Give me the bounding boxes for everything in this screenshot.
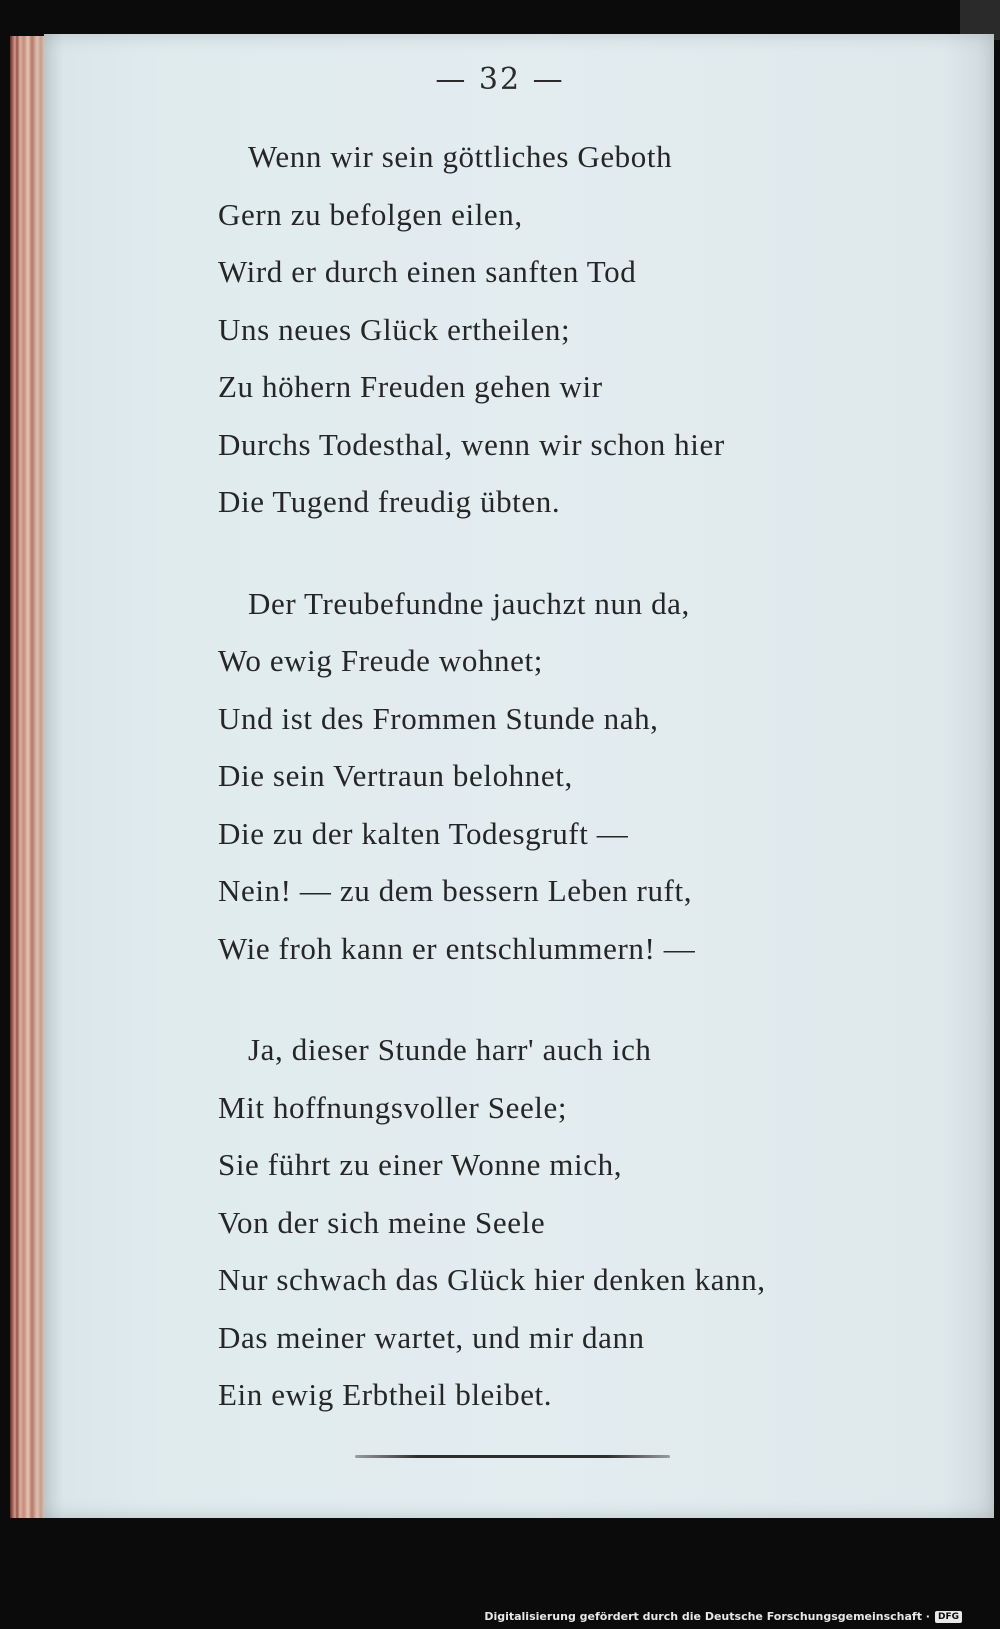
poem-line: Ja, dieser Stunde harr' auch ich [248,1032,652,1067]
poem-line: Die sein Vertraun belohnet, [218,758,573,793]
end-rule [355,1455,670,1458]
poem-line: Wird er durch einen sanften Tod [218,254,637,289]
poem-line: Von der sich meine Seele [218,1204,546,1240]
poem-line: Zu höhern Freuden gehen wir [218,369,603,404]
poem-line: Uns neues Glück ertheilen; [218,311,571,347]
poem-line: Die zu der kalten Todesgruft — [218,815,629,851]
poem-line: Wenn wir sein göttliches Geboth [248,139,673,174]
stanza-3 [218,1021,858,1424]
poem-line: Wo ewig Freude wohnet; [218,643,543,678]
poem-line: Die Tugend freudig übten. [218,484,561,519]
poem-line: Wie froh kann er entschlummern! — [218,930,696,966]
poem-line: Das meiner wartet, und mir dann [218,1319,645,1355]
poem-line: Nein! — zu dem bessern Leben ruft, [218,873,693,908]
poem-line: Ein ewig Erbtheil bleibet. [218,1377,553,1412]
stanza-1 [218,128,858,531]
poem-line: Und ist des Frommen Stunde nah, [218,700,659,736]
poem-line: Mit hoffnungsvoller Seele; [218,1089,568,1125]
poem-line: Nur schwach das Glück hier denken kann, [218,1262,766,1297]
page-number: — 32 — [435,62,565,97]
poem-line: Durchs Todesthal, wenn wir schon hier [218,426,725,462]
credit-text: Digitalisierung gefördert durch die Deutsche Forschungsgemeinschaft · [484,1610,930,1623]
poem-line: Sie führt zu einer Wonne mich, [218,1147,623,1182]
poem-line: Der Treubefundne jauchzt nun da, [248,585,690,621]
dfg-logo-icon: DFG [935,1611,962,1623]
poem [218,128,858,1468]
digitization-credit [484,1610,962,1623]
poem-line: Gern zu befolgen eilen, [218,196,523,232]
stanza-2 [218,575,858,978]
